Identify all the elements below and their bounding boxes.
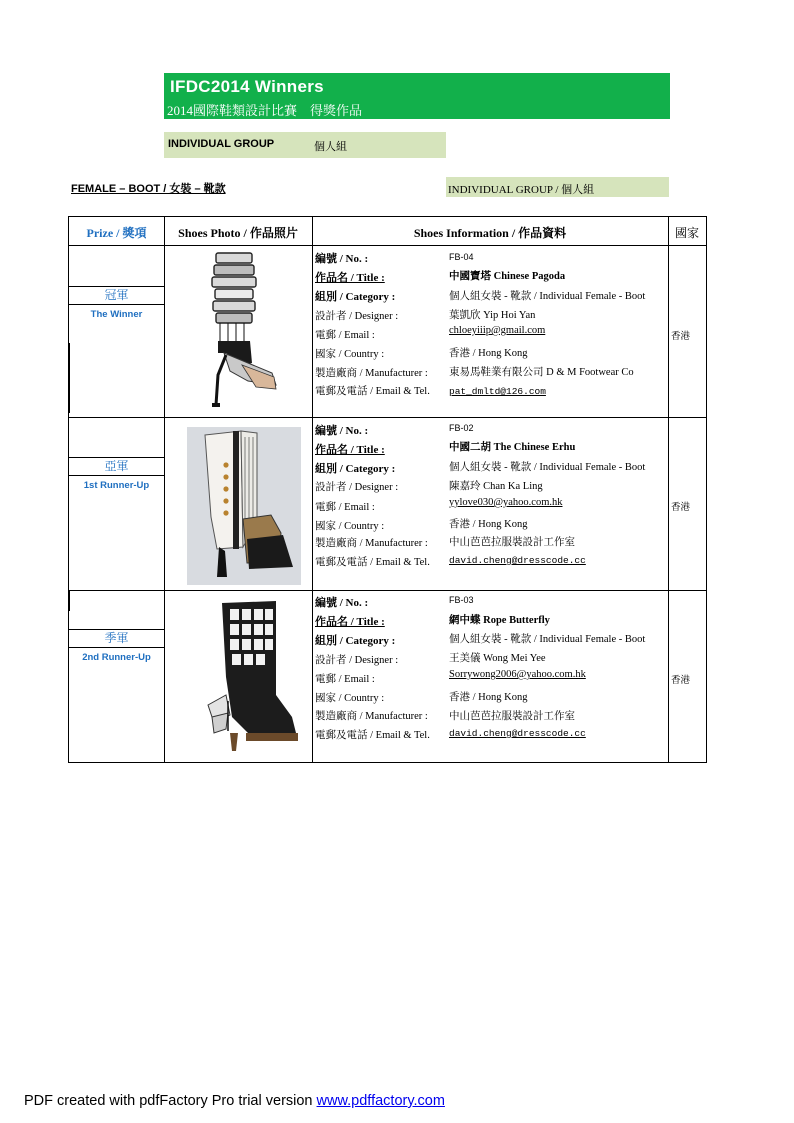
value-designer: 葉凱欣 Yip Hoi Yan	[449, 310, 536, 321]
label-title: 作品名 / Title :	[315, 444, 385, 456]
value-email-tel[interactable]: david.cheng@dresscode.cc	[449, 555, 586, 566]
value-email-tel[interactable]: david.cheng@dresscode.cc	[449, 728, 586, 739]
shoe-photo-erhu	[187, 427, 301, 585]
value-designer: 陳嘉玲 Chan Ka Ling	[449, 481, 543, 492]
label-designer: 設計者 / Designer :	[315, 311, 399, 322]
group-banner	[164, 132, 446, 158]
value-email[interactable]: Sorrywong2006@yahoo.com.hk	[449, 669, 586, 680]
label-category: 組別 / Category :	[315, 635, 396, 647]
label-designer: 設計者 / Designer :	[315, 655, 399, 666]
prize-en: 1st Runner-Up	[83, 480, 150, 491]
group-label-en: INDIVIDUAL GROUP	[168, 138, 275, 150]
page-title: IFDC2014 Winners	[170, 77, 324, 96]
column-divider	[164, 217, 165, 762]
group-tag	[446, 177, 669, 197]
prize-zh: 冠軍	[69, 286, 164, 305]
prize-zh: 季軍	[69, 629, 164, 648]
label-country: 國家 / Country :	[315, 693, 385, 704]
column-header-country: 國家	[674, 226, 699, 240]
value-email-tel[interactable]: pat_dmltd@126.com	[449, 386, 546, 397]
label-email-tel: 電郵及電話 / Email & Tel.	[315, 557, 430, 568]
value-no: FB-03	[449, 595, 474, 605]
country-cell: 香港	[671, 676, 691, 686]
label-manufacturer: 製造廠商 / Manufacturer :	[315, 711, 428, 722]
value-email[interactable]: yylove030@yahoo.com.hk	[449, 497, 563, 508]
label-email: 電郵 / Email :	[315, 674, 375, 685]
column-header-photo: Shoes Photo / 作品照片	[178, 226, 298, 240]
value-no: FB-02	[449, 423, 474, 433]
country-cell: 香港	[671, 503, 691, 513]
label-manufacturer: 製造廠商 / Manufacturer :	[315, 368, 428, 379]
footer-link[interactable]: www.pdffactory.com	[316, 1093, 445, 1109]
category-heading: FEMALE – BOOT / 女裝 – 靴款	[71, 183, 226, 195]
country-cell: 香港	[671, 332, 691, 342]
value-country: 香港 / Hong Kong	[449, 692, 528, 703]
value-country: 香港 / Hong Kong	[449, 348, 528, 359]
label-category: 組別 / Category :	[315, 463, 396, 475]
label-category: 組別 / Category :	[315, 291, 396, 303]
group-label-zh: 個人組	[314, 141, 347, 153]
value-country: 香港 / Hong Kong	[449, 519, 528, 530]
column-header-info: Shoes Information / 作品資料	[413, 226, 567, 240]
pdf-footer	[24, 1093, 445, 1109]
header-banner	[164, 73, 670, 119]
winners-table	[68, 216, 707, 763]
column-header-prize: Prize / 獎項	[86, 226, 147, 240]
value-manufacturer: 中山芭芭拉服裝設計工作室	[449, 711, 575, 722]
value-manufacturer: 中山芭芭拉服裝設計工作室	[449, 537, 575, 548]
value-category: 個人組女裝 - 靴款 / Individual Female - Boot	[449, 291, 646, 302]
label-no: 編號 / No. :	[315, 597, 369, 609]
prize-zh: 亞軍	[69, 457, 164, 476]
label-no: 編號 / No. :	[315, 425, 369, 437]
footer-text: PDF created with pdfFactory Pro trial version	[24, 1093, 317, 1109]
row-marker	[69, 591, 70, 611]
value-email[interactable]: chloeyiiip@gmail.com	[449, 325, 546, 336]
group-tag-label: INDIVIDUAL GROUP / 個人組	[448, 184, 595, 196]
row-divider	[69, 590, 706, 591]
row-marker	[69, 343, 70, 413]
value-category: 個人組女裝 - 靴款 / Individual Female - Boot	[449, 462, 646, 473]
label-no: 編號 / No. :	[315, 253, 369, 265]
value-title: 中國二胡 The Chinese Erhu	[449, 442, 576, 453]
label-country: 國家 / Country :	[315, 349, 385, 360]
value-category: 個人組女裝 - 靴款 / Individual Female - Boot	[449, 634, 646, 645]
column-divider	[668, 217, 669, 762]
row-divider	[69, 417, 706, 418]
label-country: 國家 / Country :	[315, 521, 385, 532]
label-title: 作品名 / Title :	[315, 616, 385, 628]
header-divider	[69, 245, 706, 246]
column-divider	[312, 217, 313, 762]
label-email: 電郵 / Email :	[315, 330, 375, 341]
value-designer: 王美儀 Wong Mei Yee	[449, 653, 546, 664]
label-email-tel: 電郵及電話 / Email & Tel.	[315, 386, 430, 397]
prize-en: The Winner	[90, 309, 143, 320]
label-title: 作品名 / Title :	[315, 272, 385, 284]
label-manufacturer: 製造廠商 / Manufacturer :	[315, 538, 428, 549]
label-email-tel: 電郵及電話 / Email & Tel.	[315, 730, 430, 741]
value-manufacturer: 東易馬鞋業有限公司 D & M Footwear Co	[449, 367, 634, 378]
prize-en: 2nd Runner-Up	[82, 652, 151, 663]
shoe-photo-pagoda	[186, 249, 286, 413]
shoe-photo-butterfly	[202, 597, 302, 757]
value-title: 網中蝶 Rope Butterfly	[449, 615, 550, 626]
page-subtitle: 2014國際鞋類設計比賽 得獎作品	[167, 103, 363, 118]
value-title: 中國寶塔 Chinese Pagoda	[449, 271, 566, 282]
label-designer: 設計者 / Designer :	[315, 482, 399, 493]
label-email: 電郵 / Email :	[315, 502, 375, 513]
value-no: FB-04	[449, 252, 474, 262]
